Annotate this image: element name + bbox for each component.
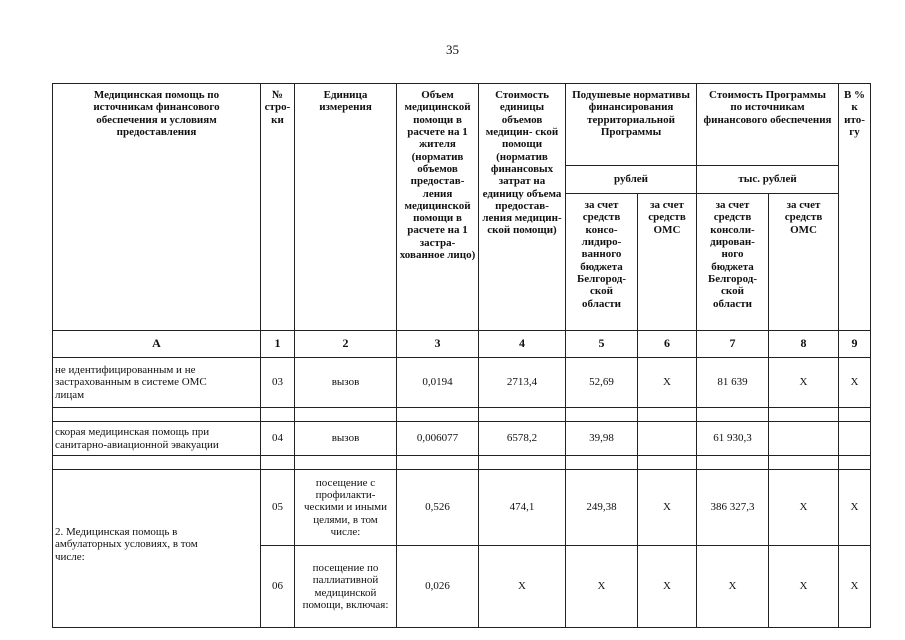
row-total-budget: 81 639 bbox=[697, 358, 769, 408]
column-number: 4 bbox=[479, 331, 566, 358]
header-col-5: за счет средств консо- лидиро- ванного бюджета Белгород- ской области bbox=[566, 194, 638, 331]
row-line-number: 06 bbox=[261, 546, 295, 628]
column-number: 2 bbox=[295, 331, 397, 358]
column-number: 1 bbox=[261, 331, 295, 358]
header-col-6: за счет средств ОМС bbox=[638, 194, 697, 331]
row-cost: X bbox=[479, 546, 566, 628]
header-col-9: В % к ито- гу bbox=[839, 84, 871, 331]
header-col-a: Медицинская помощь по источникам финансового обеспечения и условиям предоставления bbox=[53, 84, 261, 331]
row-unit: вызов bbox=[295, 422, 397, 456]
row-line-number: 04 bbox=[261, 422, 295, 456]
page-number: 35 bbox=[446, 42, 459, 57]
column-number: 6 bbox=[638, 331, 697, 358]
row-unit: посещение по паллиативной медицинской помощи, включая: bbox=[295, 546, 397, 628]
header-col-3: Объем медицинской помощи в расчете на 1 жителя (норматив объемов предостав- ления медицинской помощи в расчете на 1 застра- хованное лицо) bbox=[397, 84, 479, 331]
column-number-row bbox=[53, 331, 871, 358]
row-label: 2. Медицинская помощь в амбулаторных условиях, в том числе: bbox=[53, 470, 261, 628]
header-col-4: Стоимость единицы объемов медицин- ской помощи (норматив финансовых затрат на единицу объема предостав- ления медицин- ской помощи) bbox=[479, 84, 566, 331]
row-volume: 0,026 bbox=[397, 546, 479, 628]
row-total-oms: X bbox=[769, 470, 839, 546]
row-line-number: 03 bbox=[261, 358, 295, 408]
column-number: А bbox=[53, 331, 261, 358]
header-unit-thousand-rubles: тыс. рублей bbox=[697, 166, 839, 194]
row-total-oms bbox=[769, 422, 839, 456]
row-per-capita-oms: X bbox=[638, 546, 697, 628]
header-col-7: за счет средств консоли- дирован- ного бюджета Белгород- ской области bbox=[697, 194, 769, 331]
row-label: не идентифицированным и не застрахованным в системе ОМС лицам bbox=[53, 358, 261, 408]
column-number: 3 bbox=[397, 331, 479, 358]
row-label: скорая медицинская помощь при санитарно-авиационной эвакуации bbox=[53, 422, 261, 456]
row-volume: 0,006077 bbox=[397, 422, 479, 456]
table-row bbox=[53, 358, 871, 408]
row-line-number: 05 bbox=[261, 470, 295, 546]
row-cost: 2713,4 bbox=[479, 358, 566, 408]
row-per-capita-budget: 52,69 bbox=[566, 358, 638, 408]
column-number: 9 bbox=[839, 331, 871, 358]
header-unit-rubles: рублей bbox=[566, 166, 697, 194]
row-unit: вызов bbox=[295, 358, 397, 408]
row-percent: X bbox=[839, 358, 871, 408]
row-volume: 0,526 bbox=[397, 470, 479, 546]
financing-table bbox=[52, 83, 871, 628]
column-number: 7 bbox=[697, 331, 769, 358]
row-per-capita-oms: X bbox=[638, 470, 697, 546]
table-row bbox=[53, 470, 871, 546]
header-col-8: за счет средств ОМС bbox=[769, 194, 839, 331]
row-total-budget: 61 930,3 bbox=[697, 422, 769, 456]
row-total-oms: X bbox=[769, 546, 839, 628]
row-per-capita-oms bbox=[638, 422, 697, 456]
row-per-capita-budget: 39,98 bbox=[566, 422, 638, 456]
row-per-capita-budget: 249,38 bbox=[566, 470, 638, 546]
row-percent: X bbox=[839, 470, 871, 546]
row-cost: 6578,2 bbox=[479, 422, 566, 456]
table-row bbox=[53, 422, 871, 456]
row-total-oms: X bbox=[769, 358, 839, 408]
row-per-capita-oms: X bbox=[638, 358, 697, 408]
column-number: 5 bbox=[566, 331, 638, 358]
column-number: 8 bbox=[769, 331, 839, 358]
row-percent: X bbox=[839, 546, 871, 628]
row-volume: 0,0194 bbox=[397, 358, 479, 408]
row-percent bbox=[839, 422, 871, 456]
row-total-budget: X bbox=[697, 546, 769, 628]
row-cost: 474,1 bbox=[479, 470, 566, 546]
row-per-capita-budget: X bbox=[566, 546, 638, 628]
header-cost-group: Стоимость Программы по источникам финансового обеспечения bbox=[697, 84, 839, 166]
header-per-capita-group: Подушевые нормативы финансирования территориальной Программы bbox=[566, 84, 697, 166]
header-col-2: Единица измерения bbox=[295, 84, 397, 331]
row-total-budget: 386 327,3 bbox=[697, 470, 769, 546]
header-col-1: № стро- ки bbox=[261, 84, 295, 331]
row-unit: посещение с профилакти- ческими и иными целями, в том числе: bbox=[295, 470, 397, 546]
